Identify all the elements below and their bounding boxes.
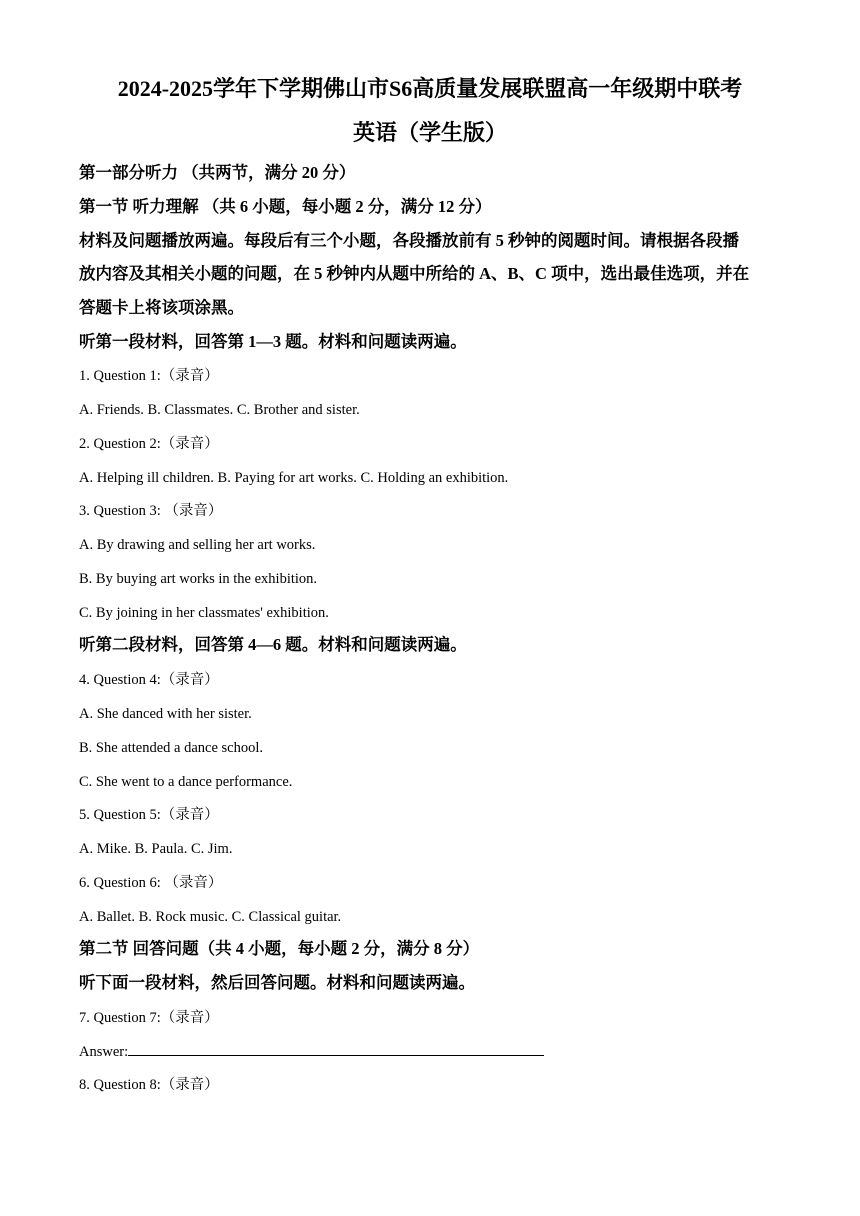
question-7: 7. Question 7:（录音） (79, 1010, 219, 1026)
question-4-option-a: A. She danced with her sister. (79, 706, 252, 722)
part1-heading: 第一部分听力 （共两节，满分 20 分） (79, 163, 356, 182)
question-5-options: A. Mike. B. Paula. C. Jim. (79, 841, 233, 857)
question-5: 5. Question 5:（录音） (79, 807, 219, 823)
question-4-option-b: B. She attended a dance school. (79, 740, 264, 756)
question-1-options: A. Friends. B. Classmates. C. Brother and sister. (79, 402, 360, 418)
question-2: 2. Question 2:（录音） (79, 436, 219, 452)
instruction-line-3: 答题卡上将该项涂黑。 (79, 298, 244, 317)
question-2-options: A. Helping ill children. B. Paying for art works. C. Holding an exhibition. (79, 470, 509, 486)
instruction-line-1: 材料及问题播放两遍。每段后有三个小题，各段播放前有 5 秒钟的阅题时间。请根据各段播 (79, 231, 739, 250)
section2-instruction: 听下面一段材料，然后回答问题。材料和问题读两遍。 (79, 973, 475, 992)
question-8: 8. Question 8:（录音） (79, 1077, 219, 1093)
question-3: 3. Question 3: （录音） (79, 503, 223, 519)
answer-label: Answer: (79, 1044, 129, 1060)
instruction-line-2: 放内容及其相关小题的问题，在 5 秒钟内从题中所给的 A、B、C 项中，选出最佳选项，并在 (79, 264, 750, 283)
question-6-options: A. Ballet. B. Rock music. C. Classical guitar. (79, 909, 342, 925)
answer-blank (128, 1042, 544, 1056)
document-title: 2024-2025学年下学期佛山市S6高质量发展联盟高一年级期中联考 (117, 76, 743, 101)
section2-heading: 第二节 回答问题（共 4 小题，每小题 2 分，满分 8 分） (79, 939, 480, 958)
answer-line (79, 1042, 544, 1062)
question-3-option-a: A. By drawing and selling her art works. (79, 537, 316, 553)
document-subtitle: 英语（学生版） (352, 120, 507, 145)
question-1: 1. Question 1:（录音） (79, 368, 219, 384)
question-3-option-c: C. By joining in her classmates' exhibition. (79, 605, 329, 621)
question-4: 4. Question 4:（录音） (79, 672, 219, 688)
passage2-heading: 听第二段材料，回答第 4—6 题。材料和问题读两遍。 (79, 635, 467, 654)
question-3-option-b: B. By buying art works in the exhibition. (79, 571, 318, 587)
question-6: 6. Question 6: （录音） (79, 875, 223, 891)
question-4-option-c: C. She went to a dance performance. (79, 774, 293, 790)
section1-heading: 第一节 听力理解 （共 6 小题，每小题 2 分，满分 12 分） (79, 197, 492, 216)
passage1-heading: 听第一段材料，回答第 1—3 题。材料和问题读两遍。 (79, 332, 467, 351)
